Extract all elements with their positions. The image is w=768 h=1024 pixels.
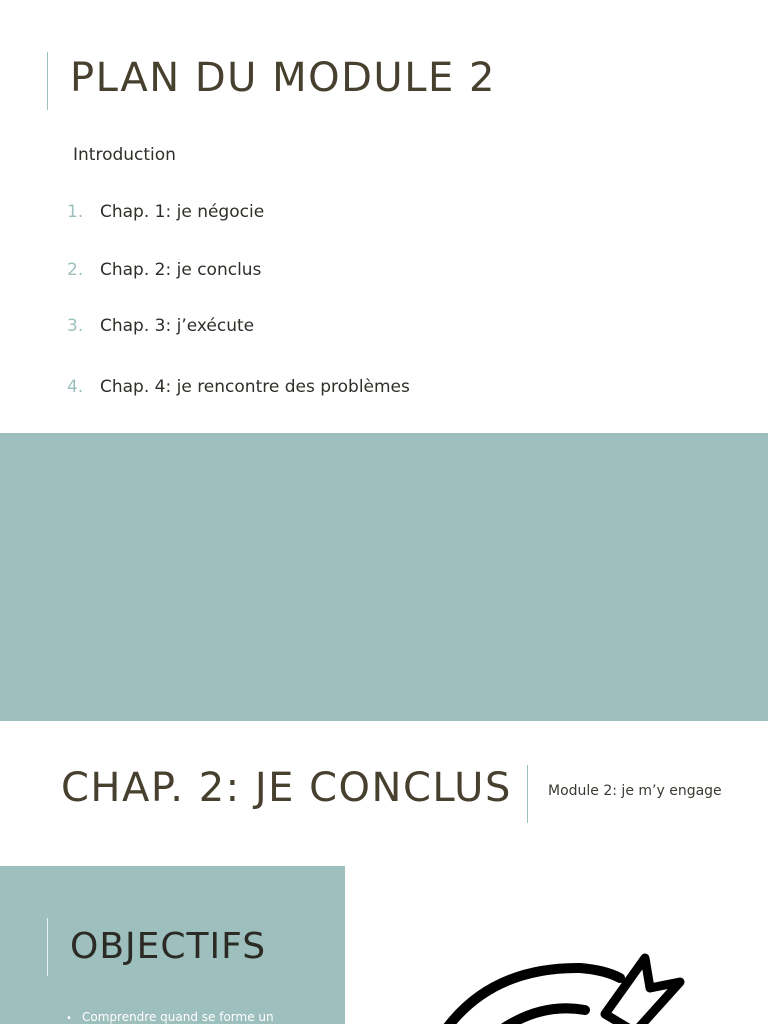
panel-accent-line — [47, 918, 48, 976]
slide-plan — [0, 0, 768, 433]
chapter-label: Chap. 2: je conclus — [100, 260, 262, 280]
bullet-icon: • — [66, 1013, 72, 1024]
chapter-label: Chap. 3: j’exécute — [100, 316, 255, 336]
objectives-title: OBJECTIFS — [70, 926, 267, 967]
chapter-item — [67, 202, 264, 222]
slide-title: PLAN DU MODULE 2 — [70, 55, 496, 101]
chapter-label: Chap. 1: je négocie — [100, 202, 265, 222]
objectives-list — [66, 1010, 274, 1024]
chapter-item — [67, 260, 261, 280]
chapter-subtitle: Module 2: je m’y engage — [548, 783, 722, 799]
title-accent-line — [47, 52, 48, 110]
chapter-number: 3. — [67, 316, 84, 336]
chapter-number: 1. — [67, 202, 84, 222]
title-divider — [527, 765, 528, 823]
slide-objectifs — [0, 866, 768, 1024]
chapter-item — [67, 377, 410, 397]
objective-text: Comprendre quand se forme un — [82, 1010, 274, 1024]
chapter-item — [67, 316, 254, 336]
chapter-number: 2. — [67, 260, 84, 280]
target-arrow-icon — [430, 952, 690, 1024]
chapter-label: Chap. 4: je rencontre des problèmes — [100, 377, 410, 397]
slide-chapter-title — [0, 721, 768, 866]
section-divider-band — [0, 433, 768, 721]
intro-item: Introduction — [73, 145, 176, 165]
objective-item — [66, 1010, 274, 1024]
chapter-number: 4. — [67, 377, 84, 397]
chapter-title: CHAP. 2: JE CONCLUS — [61, 765, 512, 811]
